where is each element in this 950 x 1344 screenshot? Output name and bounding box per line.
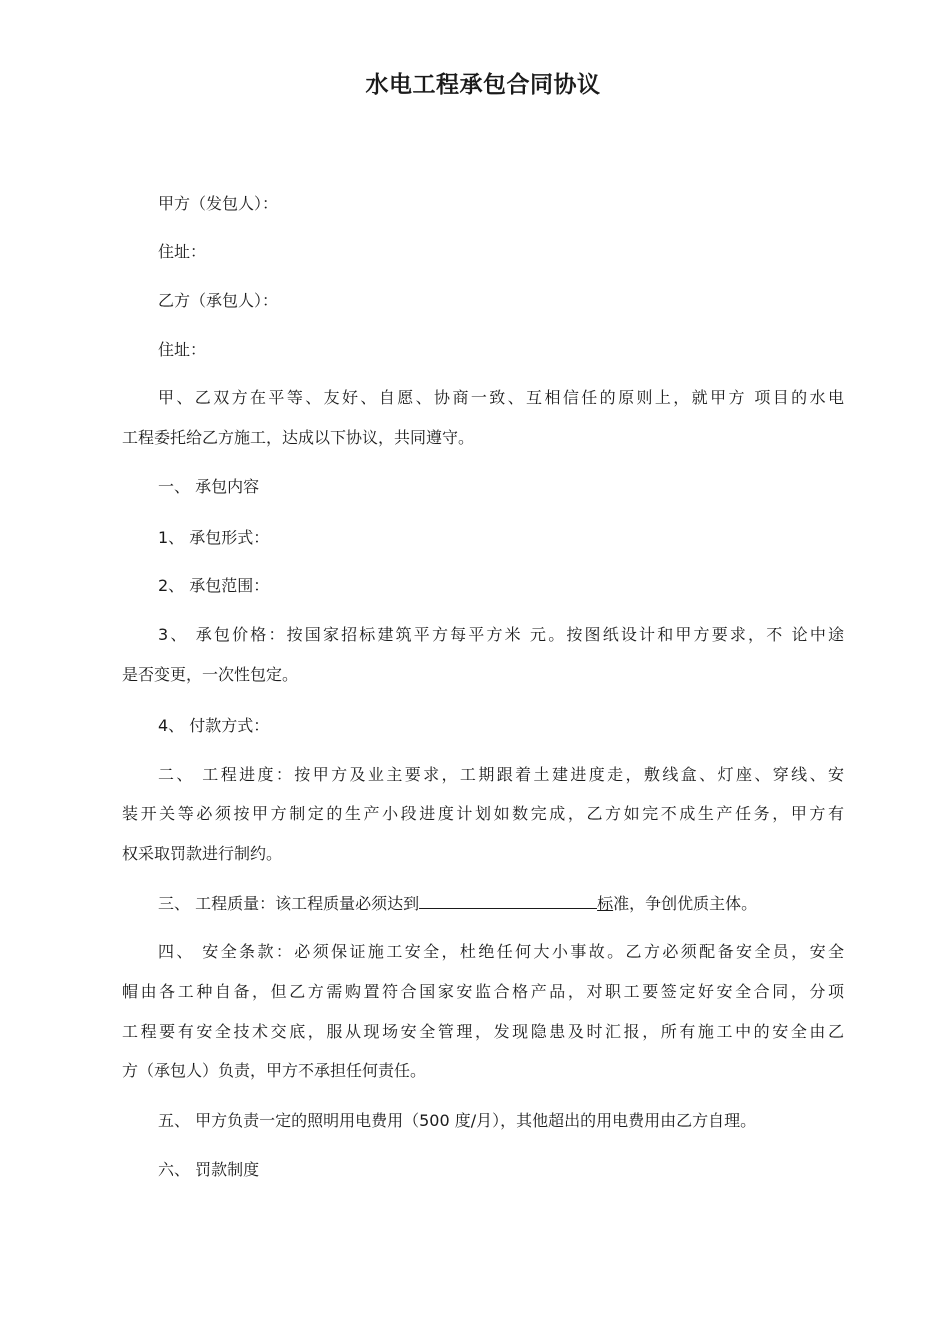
section-schedule-line: 装开关等必须按甲方制定的生产小段进度计划如数完成，乙方如完不成生产任务，甲方有 [122,804,844,823]
section-schedule-line: 二、 工程进度：按甲方及业主要求，工期跟着土建进度走，敷线盒、灯座、穿线、安 [158,765,844,784]
party-b-label: 乙方（承包人）： [158,291,279,310]
document-title: 水电工程承包合同协议 [365,71,601,98]
list-item-payment-method: 4、 付款方式： [158,716,270,735]
section-heading-penalty: 六、 罚款制度 [158,1160,260,1179]
section-schedule-line: 权采取罚款进行制约。 [122,844,283,863]
section-safety-line: 方（承包人）负责，甲方不承担任何责任。 [122,1061,427,1080]
list-item-contract-scope: 2、 承包范围： [158,576,270,595]
party-a-address: 住址： [158,242,207,261]
intro-paragraph-line: 工程委托给乙方施工，达成以下协议，共同遵守。 [122,428,475,447]
list-item-contract-price-cont: 是否变更，一次性包定。 [122,665,299,684]
intro-paragraph-line: 甲、乙双方在平等、友好、自愿、协商一致、互相信任的原则上，就甲方 项目的水电 [158,388,844,407]
section-quality-prefix: 三、 工程质量：该工程质量必须达到 [158,894,420,913]
section-quality-suffix: 准，争创优质主体。 [613,894,758,913]
party-a-label: 甲方（发包人）： [158,194,279,213]
section-safety-line: 工程要有安全技术交底，服从现场安全管理，发现隐患及时汇报，所有施工中的安全由乙 [122,1022,844,1041]
list-item-contract-price: 3、 承包价格：按国家招标建筑平方每平方米 元。按图纸设计和甲方要求，不 论中途 [158,625,844,644]
section-quality-underlined: 标 [597,894,614,913]
section-safety-line: 四、 安全条款：必须保证施工安全，杜绝任何大小事故。乙方必须配备安全员，安全 [158,942,844,961]
list-item-contract-form: 1、 承包形式： [158,528,270,547]
section-safety-line: 帽由各工种自备，但乙方需购置符合国家安监合格产品，对职工要签定好安全合同，分项 [122,982,844,1001]
quality-standard-blank [419,891,597,909]
section-electricity: 五、 甲方负责一定的照明用电费用（500 度/月），其他超出的用电费用由乙方自理。 [158,1111,757,1130]
section-heading-contract-content: 一、 承包内容 [158,477,260,496]
section-quality [158,891,757,914]
party-b-address: 住址： [158,340,207,359]
